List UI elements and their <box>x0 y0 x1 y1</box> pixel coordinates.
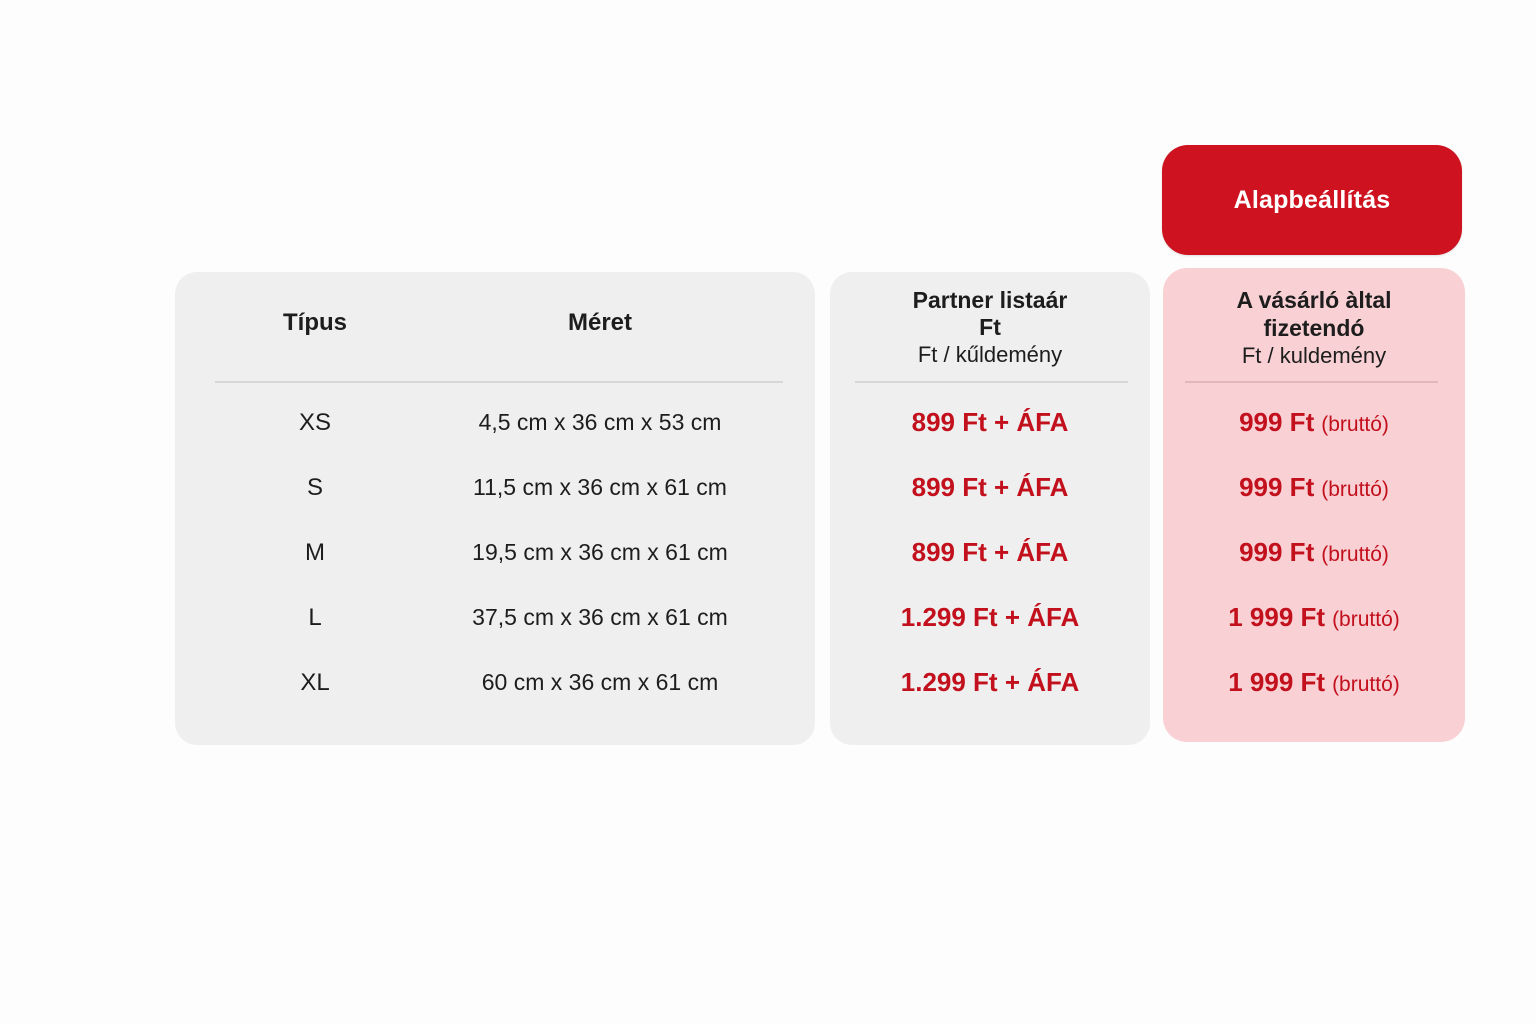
partner-price-row <box>830 520 1150 585</box>
partner-price-title: Partner listaár <box>912 286 1068 313</box>
gross-amount: 1 999 Ft <box>1228 602 1326 632</box>
size-column-header: Méret <box>567 309 633 336</box>
size-table-panel <box>175 272 815 745</box>
header-divider <box>1185 381 1438 383</box>
size-table-rows <box>175 390 815 715</box>
customer-price-row <box>1163 520 1465 585</box>
size-cell: 37,5 cm x 36 cm x 61 cm <box>472 604 728 630</box>
customer-price-title-line2: fizetendó <box>1263 315 1365 341</box>
partner-price-cell: 899 Ft + ÁFA <box>911 537 1069 567</box>
customer-price-cell <box>1163 407 1465 438</box>
customer-price-cell <box>1163 472 1465 503</box>
partner-price-row <box>830 455 1150 520</box>
size-row <box>175 650 815 715</box>
customer-price-cell <box>1163 667 1465 698</box>
partner-price-header <box>830 272 1150 382</box>
customer-price-header <box>1163 268 1465 382</box>
type-column-header: Típus <box>283 309 347 336</box>
partner-price-cell: 899 Ft + ÁFA <box>911 407 1069 437</box>
type-cell: XS <box>298 408 331 436</box>
customer-price-panel <box>1163 268 1465 742</box>
gross-amount: 999 Ft <box>1239 472 1315 502</box>
size-cell: 11,5 cm x 36 cm x 61 cm <box>473 474 727 500</box>
size-row <box>175 390 815 455</box>
type-cell: XL <box>300 668 330 696</box>
partner-price-cell: 1.299 Ft + ÁFA <box>900 602 1080 632</box>
size-row <box>175 455 815 520</box>
partner-price-row <box>830 585 1150 650</box>
partner-price-row <box>830 390 1150 455</box>
header-divider <box>855 381 1128 383</box>
partner-price-rows <box>830 390 1150 715</box>
customer-price-row <box>1163 390 1465 455</box>
gross-amount: 999 Ft <box>1239 407 1315 437</box>
default-setting-badge-label: Alapbeállítás <box>1233 185 1391 214</box>
gross-amount: 1 999 Ft <box>1228 667 1326 697</box>
gross-note: (bruttó) <box>1332 673 1400 696</box>
default-setting-badge[interactable] <box>1162 145 1462 255</box>
partner-price-subtitle-unit: Ft / kűldemény <box>917 341 1063 367</box>
customer-price-cell <box>1163 537 1465 568</box>
size-cell: 60 cm x 36 cm x 61 cm <box>481 669 719 695</box>
gross-note: (bruttó) <box>1321 543 1389 566</box>
customer-price-row <box>1163 585 1465 650</box>
header-divider <box>215 381 783 383</box>
partner-price-panel <box>830 272 1150 745</box>
partner-price-row <box>830 650 1150 715</box>
type-cell: L <box>308 603 322 631</box>
size-row <box>175 585 815 650</box>
customer-price-row <box>1163 455 1465 520</box>
type-cell: S <box>306 473 323 501</box>
gross-note: (bruttó) <box>1321 478 1389 501</box>
partner-price-cell: 1.299 Ft + ÁFA <box>900 667 1080 697</box>
size-row <box>175 520 815 585</box>
partner-price-cell: 899 Ft + ÁFA <box>911 472 1069 502</box>
customer-price-title-line1: A vásárló àltal <box>1236 287 1392 313</box>
customer-price-row <box>1163 650 1465 715</box>
size-cell: 19,5 cm x 36 cm x 61 cm <box>472 539 728 565</box>
gross-note: (bruttó) <box>1332 608 1400 631</box>
customer-price-cell <box>1163 602 1465 633</box>
gross-note: (bruttó) <box>1321 413 1389 436</box>
size-table-header <box>175 272 815 382</box>
customer-price-rows <box>1163 390 1465 715</box>
size-cell: 4,5 cm x 36 cm x 53 cm <box>478 409 722 435</box>
gross-amount: 999 Ft <box>1239 537 1315 567</box>
partner-price-subtitle-ft: Ft <box>979 313 1001 340</box>
customer-price-subtitle-unit: Ft / kuldemény <box>1241 343 1387 368</box>
type-cell: M <box>305 538 325 566</box>
